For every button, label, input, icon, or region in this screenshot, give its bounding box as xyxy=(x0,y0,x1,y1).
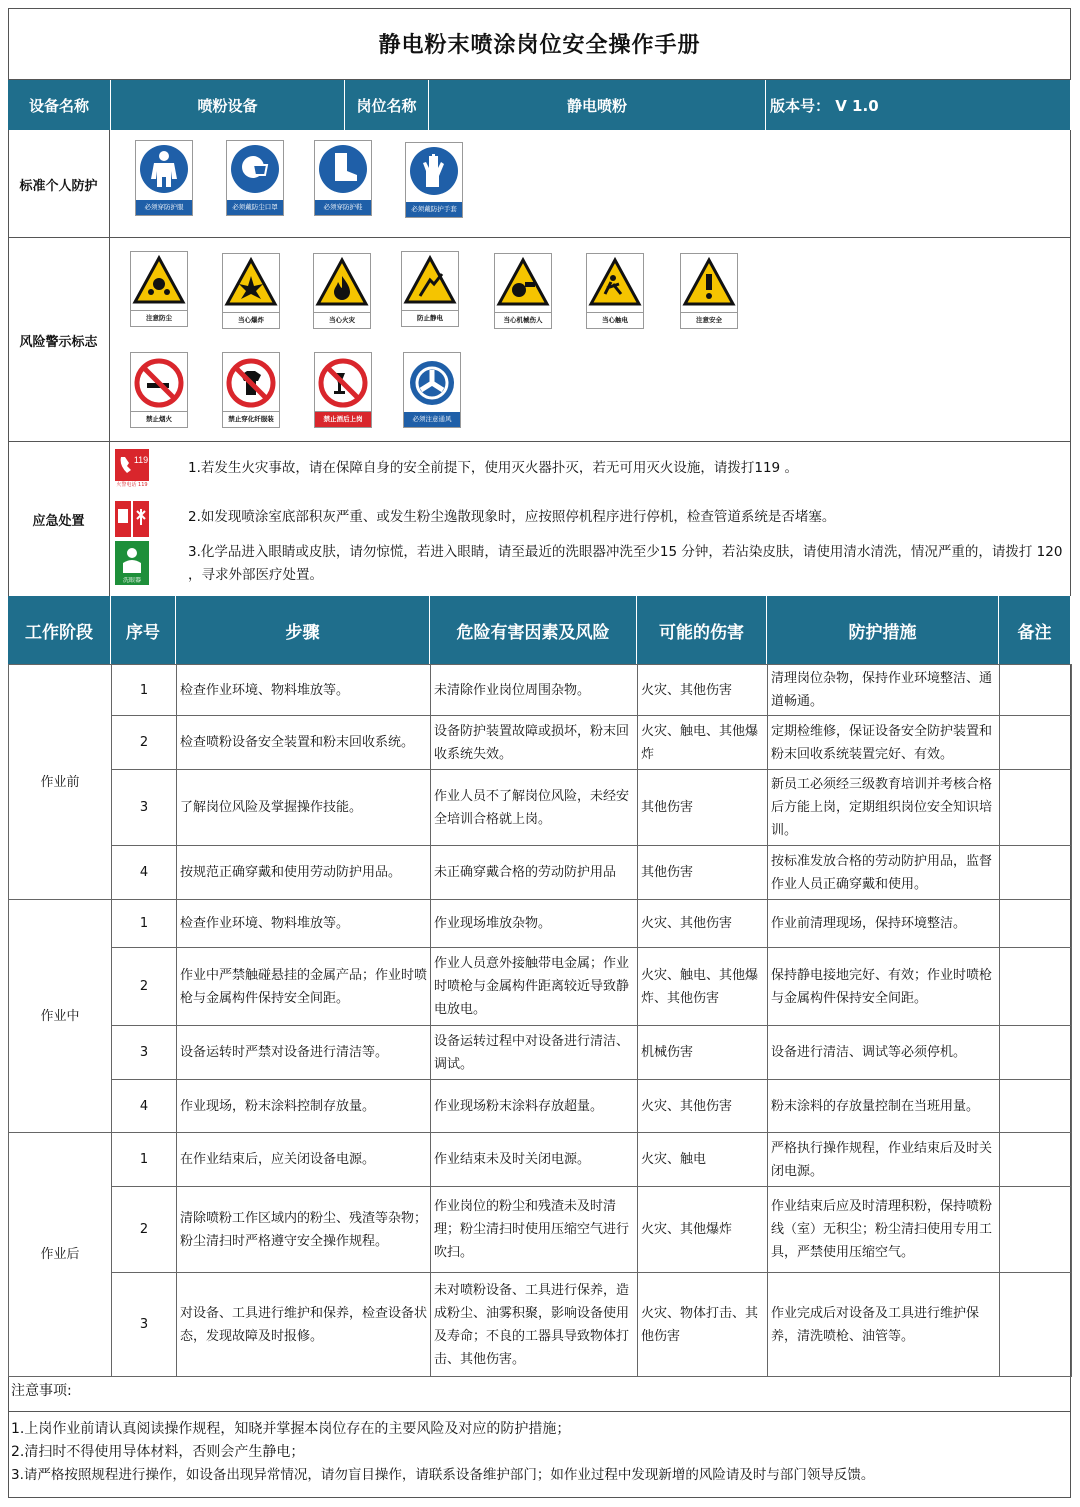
emergency-item-1: 1.若发生火灾事故，请在保障自身的安全前提下，使用灭火器扑灭，若无可用灭火设施，请拨打119 。 xyxy=(188,460,798,476)
measure-cell: 作业完成后对设备及工具进行维护保养，清洗喷枪、油管等。 xyxy=(768,1273,1000,1377)
table-row xyxy=(9,1080,1072,1133)
row-number: 1 xyxy=(112,665,177,716)
note-cell xyxy=(1000,1026,1072,1080)
sign-caption: 必须戴防尘口罩 xyxy=(227,200,283,215)
eyewash-icon xyxy=(115,541,149,585)
emergency-item-2: 2.如发现喷涂室底部积灰严重、或发生粉尘逸散现象时，应按照停机程序进行停机，检查管道系统是否堵塞。 xyxy=(188,509,836,525)
svg-text:119: 119 xyxy=(133,455,149,465)
row-number: 3 xyxy=(112,770,177,846)
sign-caption: 注意安全 xyxy=(681,312,737,328)
col-header-measure: 防护措施 xyxy=(767,596,999,664)
table-row xyxy=(9,665,1072,716)
table-row xyxy=(9,900,1072,948)
protective-gloves-sign xyxy=(405,142,463,218)
risk-cell: 设备运转过程中对设备进行清洁、调试。 xyxy=(431,1026,638,1080)
sign-caption: 必须穿防护鞋 xyxy=(315,200,371,215)
sign-caption: 当心爆炸 xyxy=(223,312,279,328)
step-cell: 设备运转时严禁对设备进行清洁等。 xyxy=(177,1026,431,1080)
row-number: 2 xyxy=(112,1187,177,1273)
version-number: 版本号： V 1.0 xyxy=(766,80,1071,130)
fire-caution-sign xyxy=(313,253,371,329)
table-row xyxy=(9,1273,1072,1377)
fire-phone-icon xyxy=(115,449,149,489)
note-cell xyxy=(1000,1133,1072,1187)
note-item: 2.清扫时不得使用导体材料，否则会产生静电； xyxy=(11,1444,305,1460)
row-number: 2 xyxy=(112,716,177,770)
emergency-label: 应急处置 xyxy=(8,442,110,596)
measure-cell: 作业前清理现场，保持环境整洁。 xyxy=(768,900,1000,948)
icon-caption: 洗眼器 xyxy=(115,577,149,585)
row-number: 1 xyxy=(112,900,177,948)
col-header-note: 备注 xyxy=(999,596,1071,664)
note-cell xyxy=(1000,716,1072,770)
sign-caption: 必须注意通风 xyxy=(404,412,460,427)
row-number: 4 xyxy=(112,846,177,900)
note-cell xyxy=(1000,1080,1072,1133)
harm-cell: 火灾、触电、其他爆炸、其他伤害 xyxy=(638,948,768,1026)
row-number: 4 xyxy=(112,1080,177,1133)
risk-cell: 作业现场粉末涂料存放超量。 xyxy=(431,1080,638,1133)
sign-caption: 禁止酒后上岗 xyxy=(315,411,371,427)
sign-caption: 当心机械伤人 xyxy=(495,312,551,328)
harm-cell: 机械伤害 xyxy=(638,1026,768,1080)
table-row xyxy=(9,1026,1072,1080)
dust-caution-sign xyxy=(130,251,188,327)
step-cell: 对设备、工具进行维护和保养，检查设备状态，发现故障及时报修。 xyxy=(177,1273,431,1377)
no-drinking-icon xyxy=(315,353,371,413)
exclamation-icon xyxy=(681,254,737,314)
safety-boot-icon xyxy=(315,141,371,201)
risk-cell: 作业结束未及时关闭电源。 xyxy=(431,1133,638,1187)
note-cell xyxy=(1000,948,1072,1026)
no-drinking-sign xyxy=(314,352,372,428)
post-value: 静电喷粉 xyxy=(429,80,766,130)
stage-cell: 作业前 xyxy=(9,665,112,900)
divider xyxy=(8,237,1071,238)
step-cell: 检查喷粉设备安全装置和粉末回收系统。 xyxy=(177,716,431,770)
warning-signs-label: 风险警示标志 xyxy=(8,238,110,442)
table-row xyxy=(9,1133,1072,1187)
stage-cell: 作业后 xyxy=(9,1133,112,1377)
ventilation-sign xyxy=(403,352,461,428)
risk-cell: 作业人员不了解岗位风险，未经安全培训合格就上岗。 xyxy=(431,770,638,846)
emergency-item-3: 3.化学品进入眼睛或皮肤，请勿惊慌，若进入眼睛，请至最近的洗眼器冲洗至少15 分钟，若沾染皮肤，请使用清水清洗，情况严重的，请拨打 120 ，寻求外部医疗处置。 xyxy=(188,544,1063,583)
fire-icon xyxy=(314,254,370,314)
page-title: 静电粉末喷涂岗位安全操作手册 xyxy=(8,8,1071,80)
sign-caption: 当心触电 xyxy=(587,312,643,328)
risk-cell: 未对喷粉设备、工具进行保养，造成粉尘、油雾积聚，影响设备使用及寿命；不良的工器具导致物体打击、其他伤害。 xyxy=(431,1273,638,1377)
sign-caption: 必须戴防护手套 xyxy=(406,202,462,217)
note-cell xyxy=(1000,846,1072,900)
stage-cell: 作业中 xyxy=(9,900,112,1133)
harm-cell: 火灾、触电 xyxy=(638,1133,768,1187)
no-smoking-icon xyxy=(131,353,187,413)
note-cell xyxy=(1000,1273,1072,1377)
sign-caption: 防止静电 xyxy=(402,310,458,326)
static-electricity-icon xyxy=(402,252,458,312)
notes-list xyxy=(11,1418,874,1487)
table-row xyxy=(9,716,1072,770)
post-label: 岗位名称 xyxy=(345,80,429,130)
harm-cell: 火灾、物体打击、其他伤害 xyxy=(638,1273,768,1377)
ppe-label: 标准个人防护 xyxy=(8,130,110,238)
static-caution-sign xyxy=(401,251,459,327)
electric-shock-sign xyxy=(586,253,644,329)
harm-cell: 火灾、其他爆炸 xyxy=(638,1187,768,1273)
row-number: 3 xyxy=(112,1026,177,1080)
col-header-no: 序号 xyxy=(111,596,176,664)
ventilation-fan-icon xyxy=(404,353,460,413)
explosion-icon xyxy=(223,254,279,314)
measure-cell: 保持静电接地完好、有效；作业时喷枪与金属构件保持安全间距。 xyxy=(768,948,1000,1026)
table-row xyxy=(9,1187,1072,1273)
fire-alarm-icon xyxy=(115,501,149,537)
icon-caption: 火警电话 119 xyxy=(116,482,148,488)
row-number: 2 xyxy=(112,948,177,1026)
row-number: 3 xyxy=(112,1273,177,1377)
risk-cell: 作业现场堆放杂物。 xyxy=(431,900,638,948)
divider xyxy=(8,441,1071,442)
harm-cell: 其他伤害 xyxy=(638,770,768,846)
measure-cell: 清理岗位杂物，保持作业环境整洁、通道畅通。 xyxy=(768,665,1000,716)
safety-shoes-sign xyxy=(314,140,372,216)
dust-mask-icon xyxy=(227,141,283,201)
notes-heading: 注意事项: xyxy=(8,1376,1071,1412)
step-cell: 作业现场，粉末涂料控制存放量。 xyxy=(177,1080,431,1133)
protective-suit-icon xyxy=(136,141,192,201)
sign-caption: 必须穿防护服 xyxy=(136,200,192,215)
measure-cell: 作业结束后应及时清理积粉，保持喷粉线（室）无积尘；粉尘清扫使用专用工具，严禁使用压缩空气。 xyxy=(768,1187,1000,1273)
note-cell xyxy=(1000,1187,1072,1273)
no-synthetic-clothing-icon xyxy=(223,353,279,413)
note-item: 3.请严格按照规程进行操作，如设备出现异常情况，请勿盲目操作，请联系设备维护部门；如作业过程中发现新增的风险请及时与部门领导反馈。 xyxy=(11,1467,875,1483)
table-row xyxy=(9,846,1072,900)
machinery-injury-sign xyxy=(494,253,552,329)
harm-cell: 火灾、触电、其他爆炸 xyxy=(638,716,768,770)
step-cell: 检查作业环境、物料堆放等。 xyxy=(177,665,431,716)
dust-warning-icon xyxy=(131,252,187,312)
sign-caption: 禁止烟火 xyxy=(131,411,187,427)
step-cell: 检查作业环境、物料堆放等。 xyxy=(177,900,431,948)
step-cell: 清除喷粉工作区域内的粉尘、残渣等杂物；粉尘清扫时严格遵守安全操作规程。 xyxy=(177,1187,431,1273)
step-cell: 了解岗位风险及掌握操作技能。 xyxy=(177,770,431,846)
sign-caption: 当心火灾 xyxy=(314,312,370,328)
measure-cell: 新员工必须经三级教育培训并考核合格后方能上岗，定期组织岗位安全知识培训。 xyxy=(768,770,1000,846)
col-header-step: 步骤 xyxy=(176,596,430,664)
risk-cell: 未正确穿戴合格的劳动防护用品 xyxy=(431,846,638,900)
note-cell xyxy=(1000,665,1072,716)
risk-cell: 作业岗位的粉尘和残渣未及时清理；粉尘清扫时使用压缩空气进行吹扫。 xyxy=(431,1187,638,1273)
safety-table xyxy=(8,664,1072,1377)
general-caution-sign xyxy=(680,253,738,329)
risk-cell: 作业人员意外接触带电金属；作业时喷枪与金属构件距离较近导致静电放电。 xyxy=(431,948,638,1026)
protective-suit-sign xyxy=(135,140,193,216)
col-header-stage: 工作阶段 xyxy=(8,596,111,664)
gloves-icon xyxy=(406,143,462,203)
dust-mask-sign xyxy=(226,140,284,216)
measure-cell: 设备进行清洁、调试等必须停机。 xyxy=(768,1026,1000,1080)
note-cell xyxy=(1000,900,1072,948)
no-smoking-sign xyxy=(130,352,188,428)
col-header-risk: 危险有害因素及风险 xyxy=(430,596,637,664)
note-item: 1.上岗作业前请认真阅读操作规程，知晓并掌握本岗位存在的主要风险及对应的防护措施； xyxy=(11,1421,571,1437)
note-cell xyxy=(1000,770,1072,846)
sign-caption: 注意防尘 xyxy=(131,310,187,326)
measure-cell: 定期检维修，保证设备安全防护装置和粉末回收系统装置完好、有效。 xyxy=(768,716,1000,770)
step-cell: 在作业结束后，应关闭设备电源。 xyxy=(177,1133,431,1187)
harm-cell: 其他伤害 xyxy=(638,846,768,900)
harm-cell: 火灾、其他伤害 xyxy=(638,1080,768,1133)
col-header-harm: 可能的伤害 xyxy=(637,596,767,664)
risk-cell: 设备防护装置故障或损坏，粉末回收系统失效。 xyxy=(431,716,638,770)
measure-cell: 粉末涂料的存放量控制在当班用量。 xyxy=(768,1080,1000,1133)
equipment-label: 设备名称 xyxy=(8,80,111,130)
machinery-icon xyxy=(495,254,551,314)
table-row xyxy=(9,948,1072,1026)
measure-cell: 严格执行操作规程，作业结束后及时关闭电源。 xyxy=(768,1133,1000,1187)
explosion-caution-sign xyxy=(222,253,280,329)
equipment-value: 喷粉设备 xyxy=(111,80,345,130)
measure-cell: 按标准发放合格的劳动防护用品，监督作业人员正确穿戴和使用。 xyxy=(768,846,1000,900)
sign-caption: 禁止穿化纤服装 xyxy=(223,411,279,427)
harm-cell: 火灾、其他伤害 xyxy=(638,900,768,948)
risk-cell: 未清除作业岗位周围杂物。 xyxy=(431,665,638,716)
table-row xyxy=(9,770,1072,846)
row-number: 1 xyxy=(112,1133,177,1187)
no-synthetic-clothing-sign xyxy=(222,352,280,428)
step-cell: 按规范正确穿戴和使用劳动防护用品。 xyxy=(177,846,431,900)
step-cell: 作业中严禁触碰悬挂的金属产品；作业时喷枪与金属构件保持安全间距。 xyxy=(177,948,431,1026)
harm-cell: 火灾、其他伤害 xyxy=(638,665,768,716)
electric-shock-icon xyxy=(587,254,643,314)
